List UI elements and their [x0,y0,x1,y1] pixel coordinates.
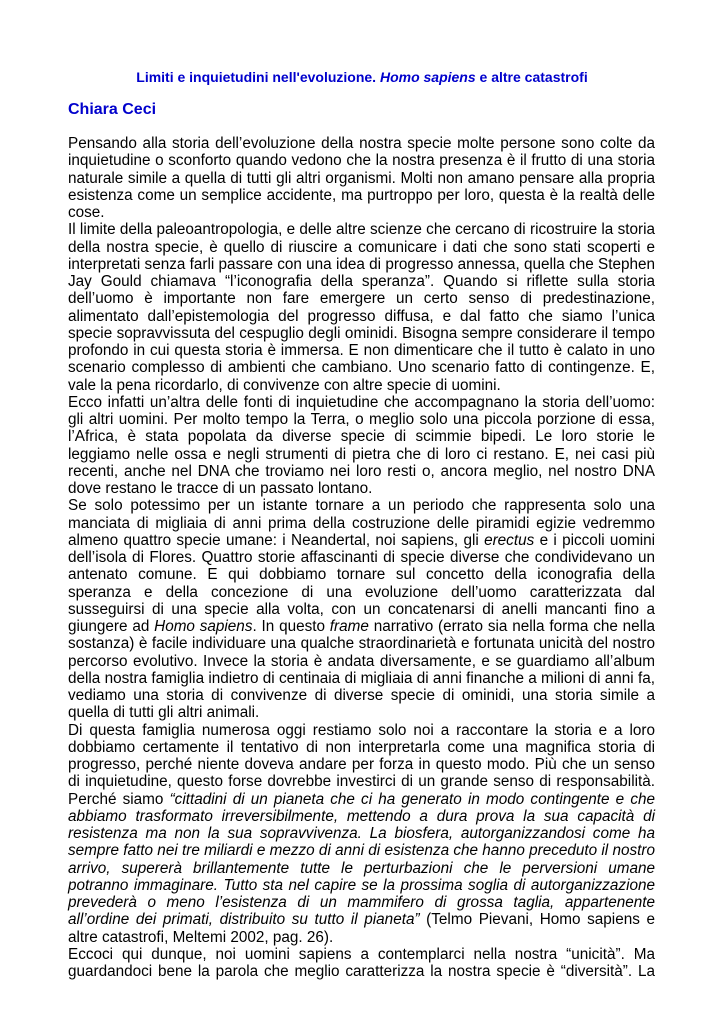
title-text: Limiti e inquietudini nell'evoluzione. [136,69,380,85]
paragraph-6: Eccoci qui dunque, noi uomini sapiens a contemplarci nella nostra “unicità”. Ma guardandoci bene la parola che meglio caratterizza la nostra specie è “diversità”. La [68,945,655,980]
article-body [68,135,655,980]
title-text-end: e altre catastrofi [475,69,588,85]
document-title [0,68,724,86]
paragraph-1: Pensando alla storia dell’evoluzione della nostra specie molte persone sono colte da inquietudine o sconforto quando vedono che la nostra presenza è il frutto di una storia naturale simile a quella di tutti gli altri organismi. Molti non amano pensare alla propria esistenza come un semplice accidente, ma purtroppo per loro, questa è la realtà delle cose. [68,135,655,221]
paragraph-3: Ecco infatti un’altra delle fonti di inquietudine che accompagnano la storia dell’uomo: gli altri uomini. Per molto tempo la Terra, o meglio solo una piccola porzione di essa, l’Africa, è stata popolata da diverse specie di scimmie bipedi. Le loro storie le leggiamo nelle ossa e negli strumenti di pietra che di loro ci restano. E, nei casi più recenti, anche nel DNA che troviamo nei loro resti o, ancora meglio, nel nostro DNA dove restano le tracce di un passato lontano. [68,393,655,497]
author-name: Chiara Ceci [68,101,157,118]
title-italic-species: Homo sapiens [379,69,476,85]
paragraph-2: Il limite della paleoantropologia, e delle altre scienze che cercano di ricostruire la storia della nostra specie, è quello di riuscire a comunicare i dati che sono stati scoperti e interpretati senza farli passare con una idea di progresso annessa, quella che Stephen Jay Gould chiamava “l’iconografia della speranza”. Quando si riflette sulla storia dell’uomo è importante non fare emergere un certo senso di predestinazione, alimentato dall’epistemologia del progresso diffusa, e dal fatto che siamo l’unica specie sopravvissuta del cespuglio degli ominidi. Bisogna sempre considerare il tempo profondo in cui questa storia è immersa. E non dimenticare che il tutto è calato in uno scenario complesso di ambienti che cambiano. Uno scenario fatto di contingenze. E, vale la pena ricordarlo, di convivenze con altre specie di uomini. [68,221,655,394]
paragraph-5: Di questa famiglia numerosa oggi restiamo solo noi a raccontare la storia e a loro dobbiamo certamente il tentativo di non interpretarla come una magnifica storia di progresso, perché niente doveva andare per forza in questo modo. Più che un senso di inquietudine, questo forse dovrebbe investirci di un grande senso di responsabilità. Perché siamo “cittadini di un pianeta che ci ha generato in modo contingente e che abbiamo trasformato irreversibilmente, mettendo a dura prova la sua capacità di resistenza ma non la sua sopravvivenza. La biosfera, autorganizzandosi come ha sempre fatto nei tre miliardi e mezzo di anni di esistenza che hanno preceduto il nostro arrivo, supererà brillantemente tutte le perturbazioni che le perversioni umane potranno immaginare. Tutto sta nel capire se la prossima soglia di autorganizzazione prevederà o meno l’esistenza di un mammifero di grossa taglia, appartenente all’ordine dei primati, distribuito su tutto il pianeta” (Telmo Pievani, Homo sapiens e altre catastrofi, Meltemi 2002, pag. 26). [68,721,655,946]
quote-pievani: “cittadini di un pianeta che ci ha generato in modo contingente e che abbiamo trasformato irreversibilmente, mettendo a dura prova la sua capacità di resistenza ma non la sua sopravvivenza. La biosfera, autorganizzandosi come ha sempre fatto nei tre miliardi e mezzo di anni di esistenza che hanno preceduto il nostro arrivo, supererà brillantemente tutte le perturbazioni che le perversioni umane potranno immaginare. Tutto sta nel capire se la prossima soglia di autorganizzazione prevederà o meno l’esistenza di un mammifero di grossa taglia, appartenente all’ordine dei primati, distribuito su tutto il pianeta” [68,790,655,929]
paragraph-4: Se solo potessimo per un istante tornare a un periodo che rappresenta solo una manciata di migliaia di anni prima della costruzione delle piramidi egizie vedremmo almeno quattro specie umane: i Neandertal, noi sapiens, gli erectus e i piccoli uomini dell’isola di Flores. Quattro storie affascinanti di specie diverse che condividevano un antenato comune. E qui dobbiamo tornare sul concetto della iconografia della speranza e della concezione di una evoluzione dell’uomo caratterizzata dal susseguirsi di una specie alla volta, con un concatenarsi di anelli mancanti fino a giungere ad Homo sapiens. In questo frame narrativo (errato sia nella forma che nella sostanza) è facile individuare una qualche straordinarietà e fortunata unicità del nostro percorso evolutivo. Invece la storia è andata diversamente, e se guardiamo all’album della nostra famiglia indietro di centinaia di migliaia di anni finanche a milioni di anni fa, vediamo una storia di convivenze di diverse specie di ominidi, una storia simile a quella di tutti gli altri animali. [68,497,655,722]
